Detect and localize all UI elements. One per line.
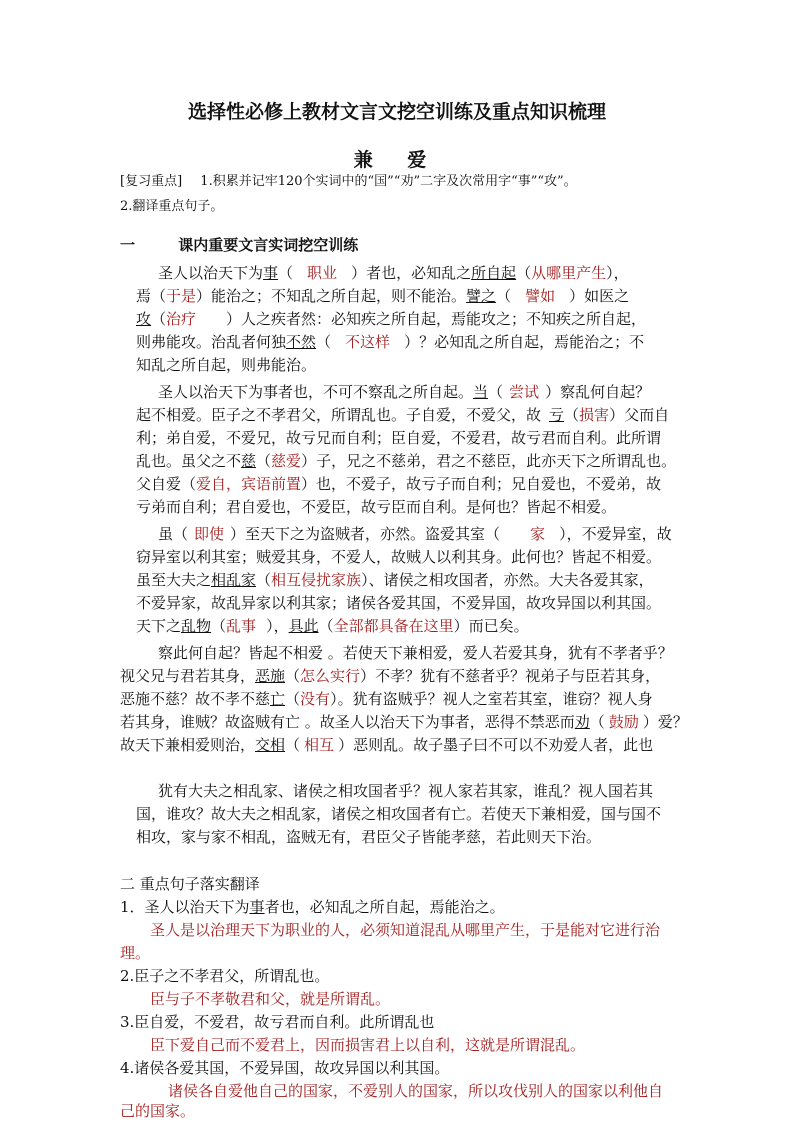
p5-line-3: 相攻，家与家不相乱，盗贼无有，君臣父子皆能孝慈，若此则天下治。 [136,828,602,846]
review-points-line [120,172,577,192]
p2-line-2: 起不相爱。臣子之不孝君父，所谓乱也。子自爱，不爱父，故 亏（损害）父而自 [136,406,670,424]
p2-line-4: 乱也。虽父之不慈（慈爱）子，兄之不慈弟，君之不慈臣，此亦天下之所谓乱也。 [136,452,677,470]
p4-line-2: 视父兄与君若其身，恶施（怎么实行）不孝？犹有不慈者乎？视弟子与臣若其身， [120,667,661,685]
p1-line-2: 焉（于是）能治之；不知乱之所自起，则不能治。譬之（ 譬如 ）如医之 [136,287,630,305]
document-title: 选择性必修上教材文言文挖空训练及重点知识梳理 [187,101,606,123]
p3-line-5: 天下之乱物（乱事 ），具此（全部都具备在这里）而已矣。 [136,617,529,635]
p2-line-5: 父自爱（爱自，宾语前置）也，不爱子，故亏子而自利；兄自爱也，不爱弟，故 [136,475,662,493]
p5-line-2: 国，谁攻？故大夫之相乱家，诸侯之相攻国者有亡。若使天下兼相爱，国与国不 [136,805,662,823]
p1-line-4: 则弗能攻。治乱者何独不然（ 不这样 ）？必知乱之所自起，焉能治之；不 [136,333,645,351]
section1-number: 一 [120,236,136,254]
p5-line-1: 犹有大夫之相乱家、诸侯之相攻国者乎？视人家若其家，谁乱？视人国若其 [158,782,654,800]
sentence-4-translation-line-2: 己的国家。 [120,1102,196,1120]
sentence-4: 4.诸侯各爱其国，不爱异国，故攻异国以利其国。 [120,1059,450,1077]
p3-line-2: 窃异室以利其室；贼爱其身，不爱人，故贼人以利其身。此何也？皆起不相爱。 [136,548,662,566]
p4-line-3: 恶施不慈？故不孝不慈亡（没有）。犹有盗贼乎？视人之室若其室，谁窃？视人身 [120,690,653,708]
review-point-2: 2.翻译重点句子。 [120,199,224,214]
sentence-1-translation-line-2: 理。 [120,944,151,962]
p3-line-1: 虽（ 即使 ）至天下之为盗贼者，亦然。盗爱其室（ 家 ），不爱异室，故 [158,525,672,543]
sentence-2: 2.臣子之不孝君父，所谓乱也。 [120,967,330,985]
p2-line-3: 利；弟自爱，不爱兄，故亏兄而自利；臣自爱，不爱君，故亏君而自利。此所谓 [136,429,662,447]
review-point-1: 1.积累并记牢120个实词中的“国”“劝”二字及次常用字“事”“攻”。 [200,174,577,189]
p1-line-1: 圣人以治天下为事（ 职业 ）者也，必知乱之所自起（从哪里产生）， [158,264,629,282]
section1-title: 课内重要文言实词挖空训练 [178,236,359,254]
sentence-3-translation: 臣下爱自己而不爱君上，因而损害君上以自利，这就是所谓混乱。 [150,1036,586,1054]
p4-line-1: 察此何自起？皆起不相爱 。若使天下兼相爱，爱人若爱其身，犹有不孝者乎？ [158,644,673,662]
lesson-title: 兼 爱 [353,149,441,171]
p3-line-3: 虽至大夫之相乱家（相互侵扰家族）、诸侯之相攻国者，亦然。大夫各爱其家， [136,571,654,589]
sentence-4-translation-line-1: 诸侯各自爱他自己的国家，不爱别人的国家，所以攻伐别人的国家以利他自 [168,1082,664,1100]
p2-line-6: 亏弟而自利；君自爱也，不爱臣，故亏臣而自利。是何也？皆起不相爱。 [136,498,617,516]
p3-line-4: 不爱异家，故乱异家以利其家；诸侯各爱其国，不爱异国，故攻异国以利其国。 [136,594,662,612]
p4-line-4: 若其身，谁贼？故盗贼有亡 。故圣人以治天下为事者，恶得不禁恶而劝（ 鼓励 ）爱？ [120,713,688,731]
p2-line-1: 圣人以治天下为事者也，不可不察乱之所自起。当（ 尝试 ）察乱何自起？ [158,383,651,401]
sentence-2-translation: 臣与子不孝敬君和父，就是所谓乱。 [150,990,391,1008]
sentence-1: 1．圣人以治天下为事者也，必知乱之所自起，焉能治之。 [120,898,505,916]
p1-line-5: 知乱之所自起，则弗能治。 [136,356,317,374]
section1-heading [120,235,358,255]
sentence-1-translation-line-1: 圣人是以治理天下为职业的人，必须知道混乱从哪里产生，于是能对它进行治 [150,921,661,939]
p4-line-5: 故天下兼相爱则治，交相（ 相互 ）恶则乱。故子墨子曰不可以不劝爱人者，此也 [120,736,654,754]
sentence-3: 3.臣自爱，不爱君，故亏君而自利。此所谓乱也 [120,1013,435,1031]
p1-line-3: 攻（治疗 ）人之疾者然：必知疾之所自起，焉能攻之；不知疾之所自起， [136,310,647,328]
section2-heading: 二 重点句子落实翻译 [120,875,260,893]
review-label: [复习重点] [120,174,183,189]
